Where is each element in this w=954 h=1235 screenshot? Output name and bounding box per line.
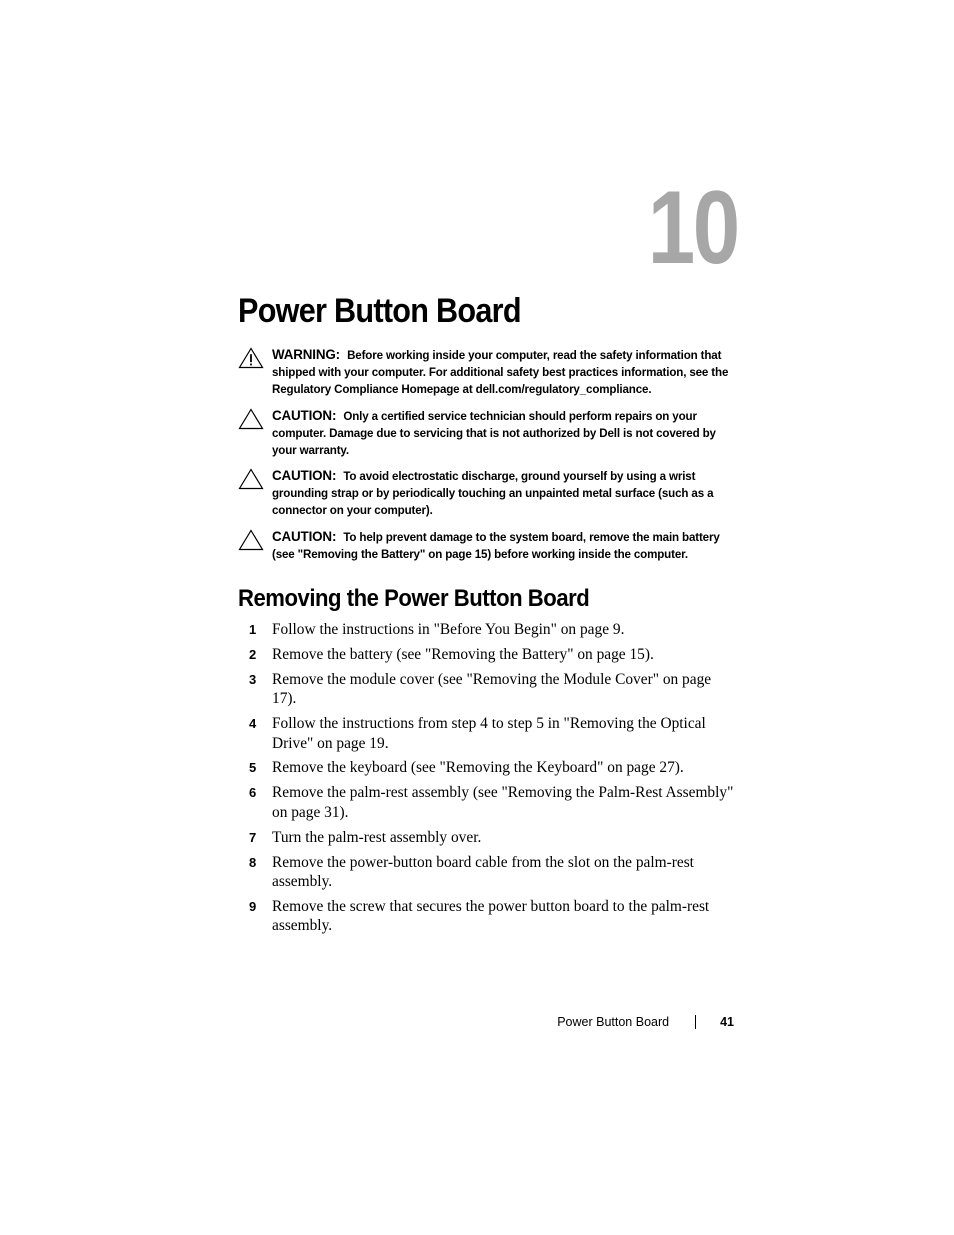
notice-text: Before working inside your computer, read the safety information that shipped with your computer. For additional safety best practices information, see the Regulatory Compliance Homepage at dell.com/regulatory_compliance.	[272, 349, 729, 397]
footer-divider	[695, 1015, 696, 1029]
caution-notice	[238, 528, 738, 563]
step-number: 3	[249, 671, 257, 687]
step-text: Remove the keyboard (see "Removing the Keyboard" on page 27).	[272, 759, 684, 777]
caution-triangle-icon	[238, 468, 264, 490]
caution-triangle-icon	[238, 408, 264, 430]
step-text: Remove the battery (see "Removing the Battery" on page 15).	[272, 645, 654, 663]
warning-triangle-icon	[238, 347, 264, 369]
step-text: Remove the palm-rest assembly (see "Removing the Palm-Rest Assembly" on page 31).	[272, 784, 734, 821]
caution-triangle-icon	[238, 529, 264, 551]
list-item	[238, 645, 738, 664]
step-text: Remove the screw that secures the power button board to the palm-rest assembly.	[272, 897, 710, 935]
step-number: 5	[249, 760, 257, 776]
step-text: Remove the power-button board cable from the slot on the palm-rest assembly.	[272, 853, 694, 890]
footer-section-name: Power Button Board	[557, 1015, 670, 1029]
section-title: Removing the Power Button Board	[238, 585, 590, 612]
notice-label: WARNING:	[272, 347, 340, 362]
step-number: 8	[249, 854, 257, 870]
step-number: 6	[249, 785, 257, 801]
caution-notice	[238, 467, 738, 520]
notice-label: CAUTION:	[272, 408, 337, 423]
notice-text: Only a certified service technician should perform repairs on your computer. Damage due to servicing that is not authorized by Dell is not covered by your warranty.	[272, 410, 716, 458]
list-item	[238, 714, 738, 753]
page-footer	[557, 1015, 734, 1029]
notice-text: To avoid electrostatic discharge, ground yourself by using a wrist grounding strap or by periodically touching an unpainted metal surface (such as a connector on your computer).	[272, 470, 714, 518]
list-item	[238, 853, 738, 892]
notice-label: CAUTION:	[272, 529, 337, 544]
page-number: 41	[720, 1015, 734, 1029]
step-number: 1	[249, 622, 257, 637]
step-text: Turn the palm-rest assembly over.	[272, 828, 482, 846]
step-text: Follow the instructions in "Before You Begin" on page 9.	[272, 621, 625, 638]
list-item	[238, 620, 738, 639]
notice-label: CAUTION:	[272, 468, 337, 483]
step-number: 4	[249, 716, 257, 732]
step-number: 7	[249, 829, 257, 845]
list-item	[238, 670, 738, 709]
list-item	[238, 758, 738, 777]
step-text: Remove the module cover (see "Removing the Module Cover" on page 17).	[272, 670, 712, 708]
step-number: 9	[249, 898, 257, 914]
steps-list	[238, 620, 738, 941]
page-title: Power Button Board	[238, 292, 521, 330]
step-number: 2	[249, 646, 257, 662]
list-item	[238, 897, 738, 936]
caution-notice	[238, 407, 738, 460]
list-item	[238, 828, 738, 847]
step-text: Follow the instructions from step 4 to step 5 in "Removing the Optical Drive" on page 19.	[272, 715, 706, 752]
chapter-number: 10	[648, 170, 738, 286]
notice-text: To help prevent damage to the system board, remove the main battery (see "Removing the Battery" on page 15) before working inside the computer.	[272, 531, 720, 562]
warning-notice	[238, 346, 738, 399]
list-item	[238, 783, 738, 822]
